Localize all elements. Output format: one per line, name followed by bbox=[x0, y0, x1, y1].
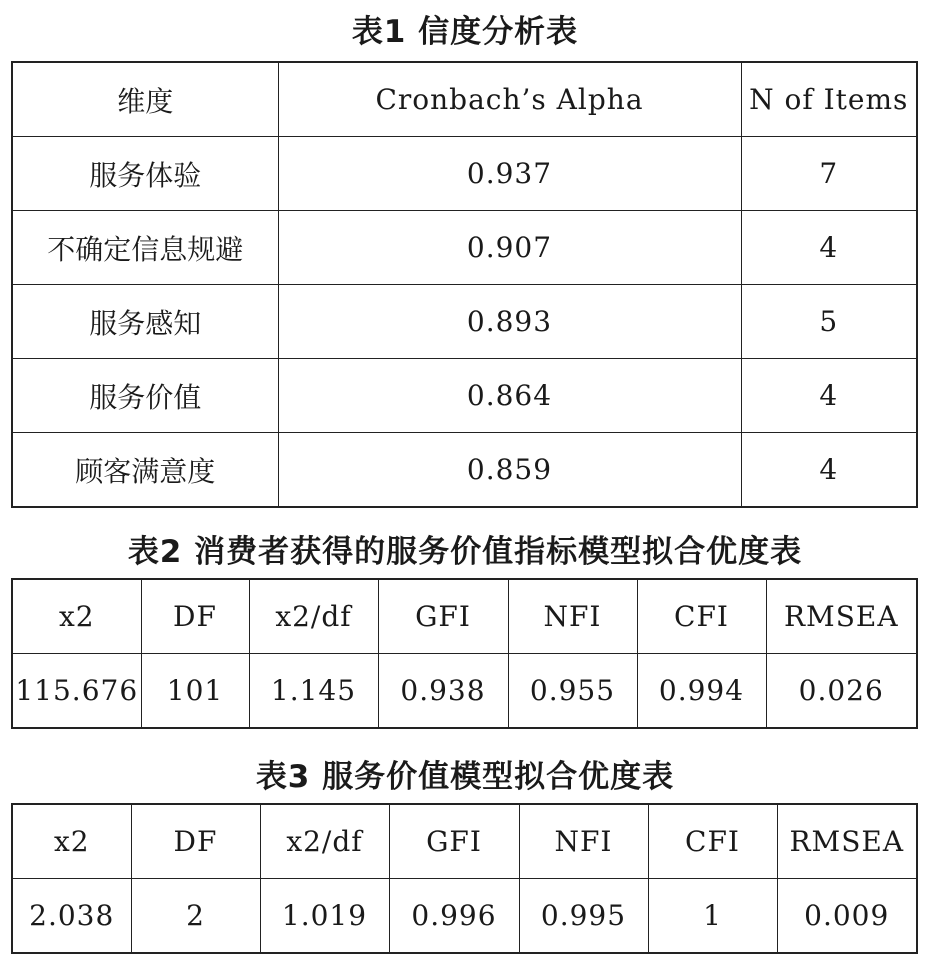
alpha-cell: 0.893 bbox=[278, 285, 741, 359]
header-cell: RMSEA bbox=[766, 579, 917, 654]
table-header-row bbox=[12, 62, 917, 137]
header-cell: x2 bbox=[12, 579, 141, 654]
table3-title: 表3 服务价值模型拟合优度表 bbox=[255, 759, 675, 795]
header-cell: RMSEA bbox=[777, 804, 917, 879]
table-header-row bbox=[12, 804, 917, 879]
alpha-cell: 0.937 bbox=[278, 137, 741, 211]
value-cell: 0.995 bbox=[519, 879, 648, 954]
value-cell: 115.676 bbox=[12, 654, 141, 729]
header-cell: x2/df bbox=[260, 804, 389, 879]
alpha-cell: 0.907 bbox=[278, 211, 741, 285]
items-cell: 7 bbox=[741, 137, 917, 211]
value-cell: 2 bbox=[131, 879, 260, 954]
items-cell: 5 bbox=[741, 285, 917, 359]
table-row bbox=[12, 285, 917, 359]
dimension-cell: 服务感知 bbox=[12, 285, 278, 359]
items-cell: 4 bbox=[741, 211, 917, 285]
dimension-cell: 服务体验 bbox=[12, 137, 278, 211]
header-cell: x2/df bbox=[249, 579, 378, 654]
header-cell: CFI bbox=[637, 579, 766, 654]
alpha-cell: 0.864 bbox=[278, 359, 741, 433]
header-cell: GFI bbox=[389, 804, 519, 879]
header-cell: DF bbox=[141, 579, 249, 654]
value-cell: 0.026 bbox=[766, 654, 917, 729]
items-cell: 4 bbox=[741, 359, 917, 433]
value-cell: 0.009 bbox=[777, 879, 917, 954]
dimension-cell: 服务价值 bbox=[12, 359, 278, 433]
header-cell: CFI bbox=[648, 804, 777, 879]
header-cell: DF bbox=[131, 804, 260, 879]
table1-title: 表1 信度分析表 bbox=[351, 14, 579, 50]
table-row bbox=[12, 879, 917, 954]
dimension-cell: 顾客满意度 bbox=[12, 433, 278, 508]
consumer-fit-table bbox=[11, 578, 918, 729]
table-row bbox=[12, 137, 917, 211]
header-cell: NFI bbox=[508, 579, 637, 654]
value-cell: 0.938 bbox=[378, 654, 508, 729]
value-cell: 1 bbox=[648, 879, 777, 954]
header-cell: x2 bbox=[12, 804, 131, 879]
value-cell: 1.145 bbox=[249, 654, 378, 729]
table-row bbox=[12, 654, 917, 729]
items-cell: 4 bbox=[741, 433, 917, 508]
table-header-row bbox=[12, 579, 917, 654]
dimension-cell: 不确定信息规避 bbox=[12, 211, 278, 285]
table2-title: 表2 消费者获得的服务价值指标模型拟合优度表 bbox=[127, 534, 803, 570]
value-cell: 101 bbox=[141, 654, 249, 729]
value-cell: 2.038 bbox=[12, 879, 131, 954]
header-cell: 维度 bbox=[12, 62, 278, 137]
value-cell: 1.019 bbox=[260, 879, 389, 954]
reliability-table bbox=[11, 61, 918, 508]
value-cell: 0.955 bbox=[508, 654, 637, 729]
table-row bbox=[12, 211, 917, 285]
header-cell: N of Items bbox=[741, 62, 917, 137]
table-row bbox=[12, 433, 917, 508]
value-cell: 0.994 bbox=[637, 654, 766, 729]
table-row bbox=[12, 359, 917, 433]
header-cell: NFI bbox=[519, 804, 648, 879]
alpha-cell: 0.859 bbox=[278, 433, 741, 508]
value-cell: 0.996 bbox=[389, 879, 519, 954]
service-value-fit-table bbox=[11, 803, 918, 954]
header-cell: Cronbach’s Alpha bbox=[278, 62, 741, 137]
header-cell: GFI bbox=[378, 579, 508, 654]
